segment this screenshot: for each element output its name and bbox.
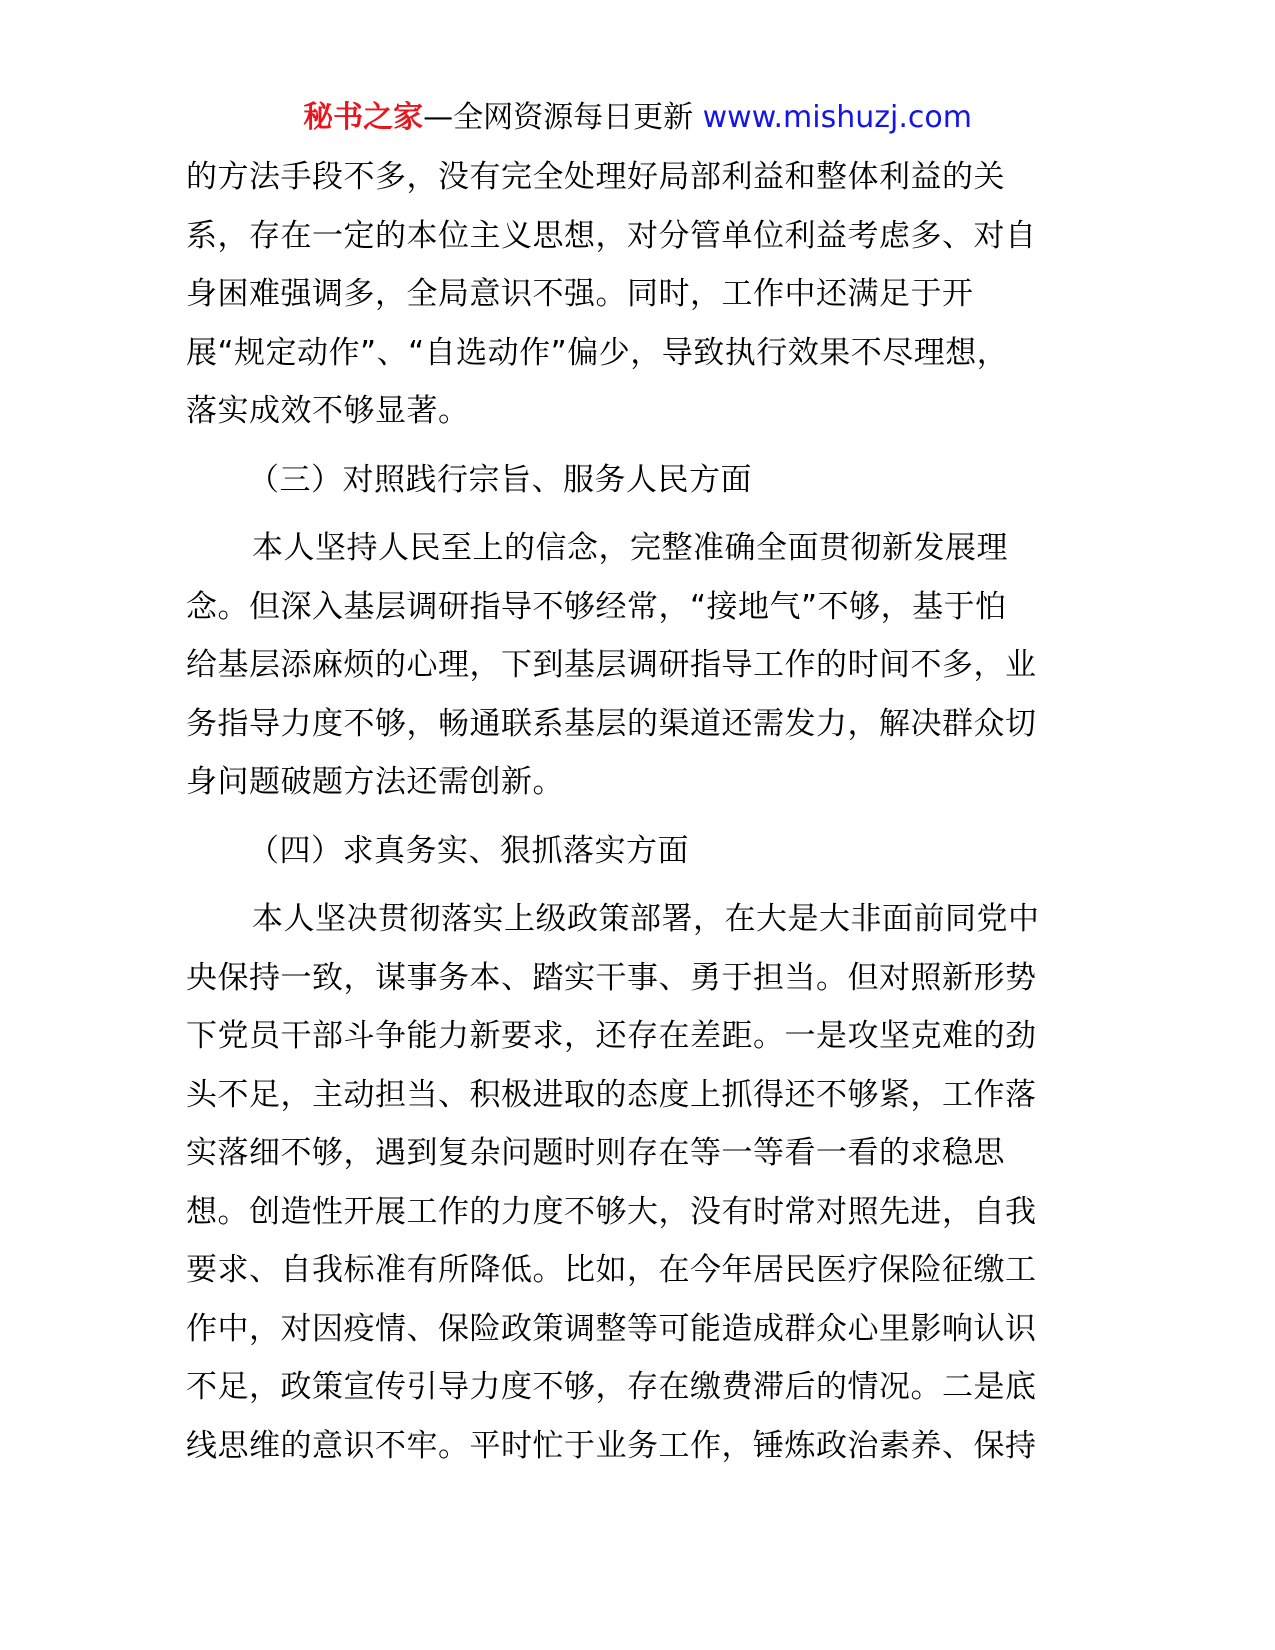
paragraph-continued [186, 148, 1091, 441]
text-line: 的方法手段不多，没有完全处理好局部利益和整体利益的关 [186, 159, 1005, 195]
site-header [0, 98, 1275, 138]
website-url[interactable]: www.mishuzj.com [702, 100, 972, 135]
text-line: 身困难强调多，全局意识不强。同时，工作中还满足于开 [186, 276, 974, 312]
text-line: 不足，政策宣传引导力度不够，存在缴费滞后的情况。二是底 [186, 1369, 1037, 1405]
text-line: 下党员干部斗争能力新要求，还存在差距。一是攻坚克难的劲 [186, 1018, 1037, 1054]
text-line: 要求、自我标准有所降低。比如，在今年居民医疗保险征缴工 [186, 1252, 1037, 1288]
paragraph-service [186, 519, 1091, 812]
text-line: 想。创造性开展工作的力度不够大，没有时常对照先进，自我 [186, 1193, 1037, 1230]
section-heading-4: （四）求真务实、狠抓落实方面 [248, 832, 689, 869]
section-heading-3: （三）对照践行宗旨、服务人民方面 [248, 461, 752, 498]
text-line: 本人坚决贯彻落实上级政策部署，在大是大非面前同党中 [252, 901, 1040, 937]
text-line: 落实成效不够显著。 [186, 393, 470, 429]
text-line: 念。但深入基层调研指导不够经常，“接地气”不够，基于怕 [186, 588, 1007, 625]
text-line: 给基层添麻烦的心理，下到基层调研指导工作的时间不多，业 [186, 647, 1037, 683]
text-line: 务指导力度不够，畅通联系基层的渠道还需发力，解决群众切 [186, 705, 1037, 742]
text-line: 本人坚持人民至上的信念，完整准确全面贯彻新发展理 [252, 530, 1008, 566]
text-line: 系，存在一定的本位主义思想，对分管单位利益考虑多、对自 [186, 217, 1037, 254]
text-line: 身问题破题方法还需创新。 [186, 764, 564, 800]
text-line: 作中，对因疫情、保险政策调整等可能造成群众心里影响认识 [186, 1310, 1037, 1347]
text-line: 线思维的意识不牢。平时忙于业务工作，锤炼政治素养、保持 [186, 1427, 1037, 1464]
text-line: 头不足，主动担当、积极进取的态度上抓得还不够紧，工作落 [186, 1076, 1037, 1113]
text-line: 展“规定动作”、“自选动作”偏少，导致执行效果不尽理想， [186, 334, 1009, 371]
text-line: 央保持一致，谋事务本、踏实干事、勇于担当。但对照新形势 [186, 959, 1037, 996]
header-tagline: —全网资源每日更新 [423, 100, 703, 135]
text-line: 实落细不够，遇到复杂问题时则存在等一等看一看的求稳思 [186, 1135, 1005, 1171]
document-body [186, 148, 1091, 1475]
paragraph-implementation [186, 890, 1091, 1475]
brand-name: 秘书之家 [303, 100, 424, 135]
